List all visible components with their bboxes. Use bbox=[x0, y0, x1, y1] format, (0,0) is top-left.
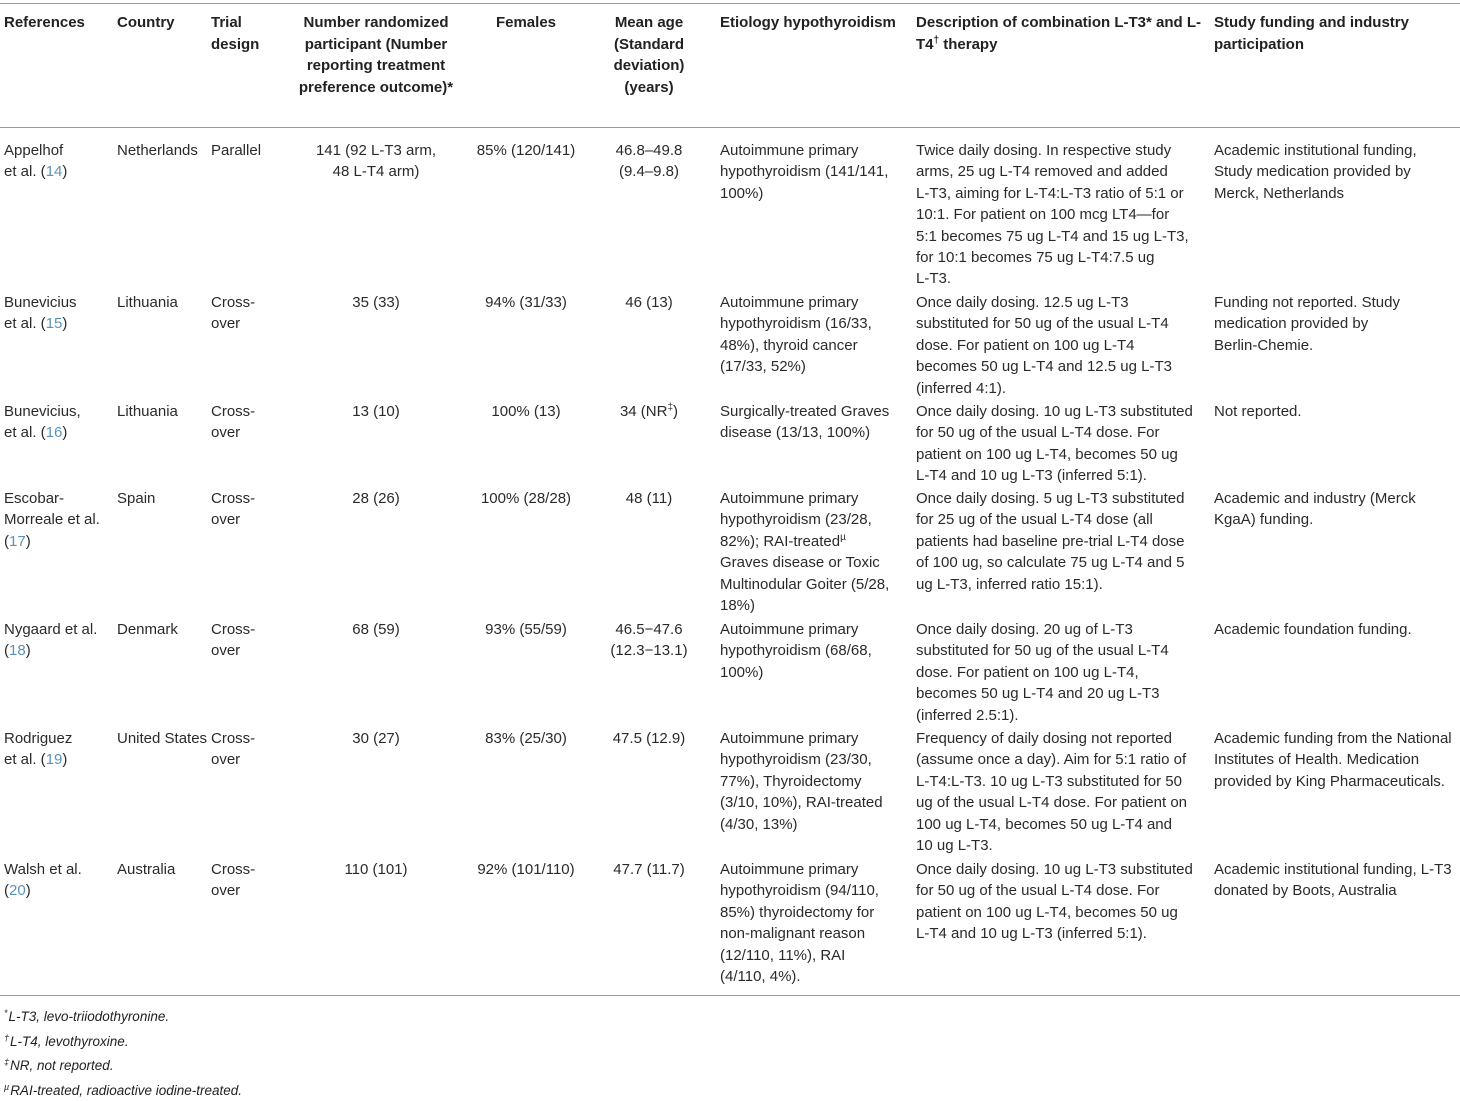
reference-etal: Morreale et al. bbox=[4, 509, 116, 530]
description-line: Once daily dosing. 10 ug L-T3 substituted bbox=[916, 859, 1211, 880]
trial-design-line: over bbox=[211, 640, 277, 661]
randomized-line: 141 (92 L-T3 arm, bbox=[284, 140, 468, 161]
trial-design-line: Cross- bbox=[211, 728, 277, 749]
mean-age-line: 47.7 (11.7) bbox=[600, 859, 698, 880]
footnote-mark: ‡ bbox=[4, 1057, 9, 1067]
funding-line: Academic institutional funding, bbox=[1214, 140, 1460, 161]
footnote bbox=[4, 1052, 904, 1077]
randomized-line: 35 (33) bbox=[284, 292, 468, 313]
funding-cell bbox=[1214, 728, 1460, 792]
description-line: L-T3. bbox=[916, 268, 1211, 289]
trial-design-line: over bbox=[211, 313, 277, 334]
description-line: arms, 25 ug L-T4 removed and added bbox=[916, 161, 1211, 182]
randomized-line: 68 (59) bbox=[284, 619, 468, 640]
mean-age-cell bbox=[600, 401, 698, 422]
description-line: Frequency of daily dosing not reported bbox=[916, 728, 1211, 749]
description-line: for 25 ug of the usual L-T4 dose (all bbox=[916, 509, 1211, 530]
randomized-line: 30 (27) bbox=[284, 728, 468, 749]
description-line: ug L-T3, inferred ratio 15:1). bbox=[916, 574, 1211, 595]
reference-cell bbox=[4, 728, 116, 771]
etiology-cell bbox=[720, 619, 910, 683]
country-cell: United States bbox=[117, 728, 213, 749]
etiology-line: Graves disease or Toxic bbox=[720, 552, 910, 573]
females-cell: 92% (101/110) bbox=[470, 859, 582, 880]
header-rule bbox=[0, 127, 1460, 128]
footnote-text: RAI-treated, radioactive iodine-treated. bbox=[10, 1083, 242, 1098]
dagger-mark: † bbox=[934, 35, 940, 46]
description-line: for 10:1 becomes 75 ug L-T4:7.5 ug bbox=[916, 247, 1211, 268]
funding-cell bbox=[1214, 488, 1460, 531]
funding-line: Academic and industry (Merck bbox=[1214, 488, 1460, 509]
mean-age-cell bbox=[600, 619, 698, 662]
trial-design-line: Cross- bbox=[211, 619, 277, 640]
description-line: Twice daily dosing. In respective study bbox=[916, 140, 1211, 161]
funding-cell bbox=[1214, 292, 1460, 356]
funding-line: KgaA) funding. bbox=[1214, 509, 1460, 530]
randomized-line: 110 (101) bbox=[284, 859, 468, 880]
description-line: L-T4 and 10 ug L-T3 (inferred 5:1). bbox=[916, 923, 1211, 944]
description-line: of 100 ug, so calculate 75 ug L-T4 and 5 bbox=[916, 552, 1211, 573]
reference-author: Walsh et al. bbox=[4, 859, 116, 880]
randomized-cell bbox=[284, 619, 468, 640]
header-description-suffix: therapy bbox=[939, 36, 997, 53]
etiology-line: 82%); RAI-treated$^\mu$ bbox=[720, 531, 910, 552]
footnotes bbox=[4, 1003, 904, 1101]
footnote-text: L-T3, levo-triiodothyronine. bbox=[9, 1009, 170, 1024]
reference-link: 14 bbox=[46, 163, 63, 180]
country-cell: Lithuania bbox=[117, 401, 213, 422]
females-cell: 83% (25/30) bbox=[470, 728, 582, 749]
country-cell: Spain bbox=[117, 488, 213, 509]
etiology-line: Autoimmune primary bbox=[720, 488, 910, 509]
reference-cite: (17) bbox=[4, 531, 116, 552]
randomized-line: 13 (10) bbox=[284, 401, 468, 422]
etiology-line: Multinodular Goiter (5/28, bbox=[720, 574, 910, 595]
trial-design-cell bbox=[211, 401, 277, 444]
etiology-line: Surgically-treated Graves bbox=[720, 401, 910, 422]
etiology-line: (12/110, 11%), RAI bbox=[720, 945, 910, 966]
double-dagger-mark: ‡ bbox=[667, 402, 673, 413]
funding-line: provided by King Pharmaceuticals. bbox=[1214, 771, 1460, 792]
etiology-line: hypothyroidism (94/110, bbox=[720, 880, 910, 901]
footnote-mark: µ bbox=[4, 1082, 9, 1092]
country-cell: Australia bbox=[117, 859, 213, 880]
footnote bbox=[4, 1003, 904, 1028]
reference-author: Bunevicius bbox=[4, 292, 116, 313]
reference-author: Escobar- bbox=[4, 488, 116, 509]
etiology-line: hypothyroidism (23/30, bbox=[720, 749, 910, 770]
etiology-cell bbox=[720, 859, 910, 987]
trial-design-line: over bbox=[211, 422, 277, 443]
trial-design-cell bbox=[211, 728, 277, 771]
randomized-cell bbox=[284, 140, 468, 183]
description-line: 10:1. For patient on 100 mcg LT4—for bbox=[916, 204, 1211, 225]
funding-cell bbox=[1214, 401, 1460, 422]
mean-age-cell bbox=[600, 292, 698, 313]
header-description bbox=[916, 12, 1206, 55]
footnote bbox=[4, 1028, 904, 1053]
country-cell: Lithuania bbox=[117, 292, 213, 313]
etiology-line: hypothyroidism (141/141, bbox=[720, 161, 910, 182]
etiology-line: hypothyroidism (23/28, bbox=[720, 509, 910, 530]
bottom-rule bbox=[0, 995, 1460, 996]
reference-cell bbox=[4, 859, 116, 902]
description-line: substituted for 50 ug of the usual L-T4 bbox=[916, 313, 1211, 334]
description-line: (inferred 4:1). bbox=[916, 378, 1211, 399]
trial-design-line: Cross- bbox=[211, 859, 277, 880]
females-cell: 100% (28/28) bbox=[470, 488, 582, 509]
footnote bbox=[4, 1077, 904, 1101]
trial-design-line: over bbox=[211, 749, 277, 770]
description-cell bbox=[916, 401, 1211, 487]
etiology-line: (4/30, 13%) bbox=[720, 814, 910, 835]
funding-line: Not reported. bbox=[1214, 401, 1460, 422]
etiology-line: 100%) bbox=[720, 662, 910, 683]
description-line: 5:1 becomes 75 ug L-T4 and 15 ug L-T3, bbox=[916, 226, 1211, 247]
reference-link: 19 bbox=[46, 751, 63, 768]
footnote-mark: † bbox=[4, 1033, 9, 1043]
randomized-cell bbox=[284, 488, 468, 509]
mean-age-line: 47.5 (12.9) bbox=[600, 728, 698, 749]
funding-line: Academic funding from the National bbox=[1214, 728, 1460, 749]
description-line: L-T3, aiming for L-T4:L-T3 ratio of 5:1 or bbox=[916, 183, 1211, 204]
reference-author: Bunevicius, bbox=[4, 401, 116, 422]
reference-cite: et al. (14) bbox=[4, 161, 116, 182]
reference-cite: (18) bbox=[4, 640, 116, 661]
description-line: ug of the usual L-T4 dose. For patient on bbox=[916, 792, 1211, 813]
mean-age-line: (9.4–9.8) bbox=[600, 161, 698, 182]
reference-cite: et al. (16) bbox=[4, 422, 116, 443]
header-country: Country bbox=[117, 12, 207, 34]
funding-line: Berlin-Chemie. bbox=[1214, 335, 1460, 356]
mean-age-cell bbox=[600, 488, 698, 509]
description-line: L-T4:L-T3. 10 ug L-T3 substituted for 50 bbox=[916, 771, 1211, 792]
mean-age-line: 34 (NR‡) bbox=[600, 401, 698, 422]
country-cell: Denmark bbox=[117, 619, 213, 640]
header-females: Females bbox=[470, 12, 582, 34]
trial-design-cell bbox=[211, 140, 277, 161]
footnote-mark: * bbox=[4, 1008, 8, 1018]
etiology-cell bbox=[720, 728, 910, 835]
mean-age-line: 48 (11) bbox=[600, 488, 698, 509]
trial-design-line: Cross- bbox=[211, 488, 277, 509]
funding-cell bbox=[1214, 140, 1460, 204]
etiology-cell bbox=[720, 140, 910, 204]
description-line: L-T4 and 10 ug L-T3 (inferred 5:1). bbox=[916, 465, 1211, 486]
header-description-text: Description of combination L-T3* and L-T4 bbox=[916, 14, 1201, 53]
reference-cite: (20) bbox=[4, 880, 116, 901]
description-line: Once daily dosing. 5 ug L-T3 substituted bbox=[916, 488, 1211, 509]
header-references: References bbox=[4, 12, 114, 34]
trial-design-line: over bbox=[211, 509, 277, 530]
description-line: dose. For patient on 100 ug L-T4, bbox=[916, 662, 1211, 683]
description-line: patient on 100 ug L-T4, becomes 50 ug bbox=[916, 902, 1211, 923]
description-cell bbox=[916, 292, 1211, 399]
etiology-line: (17/33, 52%) bbox=[720, 356, 910, 377]
country-cell: Netherlands bbox=[117, 140, 213, 161]
description-cell bbox=[916, 488, 1211, 595]
funding-line: donated by Boots, Australia bbox=[1214, 880, 1460, 901]
description-line: patients had baseline pre-trial L-T4 dose bbox=[916, 531, 1211, 552]
reference-author: Appelhof bbox=[4, 140, 116, 161]
reference-author: Nygaard et al. bbox=[4, 619, 116, 640]
etiology-line: disease (13/13, 100%) bbox=[720, 422, 910, 443]
trial-design-cell bbox=[211, 488, 277, 531]
etiology-cell bbox=[720, 401, 910, 444]
reference-cite: et al. (15) bbox=[4, 313, 116, 334]
description-cell bbox=[916, 859, 1211, 945]
etiology-line: Autoimmune primary bbox=[720, 140, 910, 161]
reference-link: 15 bbox=[46, 315, 63, 332]
description-line: (inferred 2.5:1). bbox=[916, 705, 1211, 726]
description-line: for 50 ug of the usual L-T4 dose. For bbox=[916, 422, 1211, 443]
description-line: dose. For patient on 100 ug L-T4 bbox=[916, 335, 1211, 356]
mean-age-cell bbox=[600, 728, 698, 749]
randomized-cell bbox=[284, 859, 468, 880]
females-cell: 85% (120/141) bbox=[470, 140, 582, 161]
description-line: Once daily dosing. 20 ug of L-T3 bbox=[916, 619, 1211, 640]
trial-design-cell bbox=[211, 292, 277, 335]
description-line: patient on 100 ug L-T4, becomes 50 ug bbox=[916, 444, 1211, 465]
footnote-text: L-T4, levothyroxine. bbox=[10, 1034, 129, 1049]
reference-cell bbox=[4, 488, 116, 552]
randomized-cell bbox=[284, 401, 468, 422]
etiology-line: 18%) bbox=[720, 595, 910, 616]
trial-design-line: over bbox=[211, 880, 277, 901]
females-cell: 93% (55/59) bbox=[470, 619, 582, 640]
funding-line: medication provided by bbox=[1214, 313, 1460, 334]
reference-cite: et al. (19) bbox=[4, 749, 116, 770]
funding-cell bbox=[1214, 859, 1460, 902]
reference-link: 16 bbox=[46, 424, 63, 441]
header-etiology: Etiology hypothyroidism bbox=[720, 12, 900, 34]
etiology-line: (3/10, 10%), RAI-treated bbox=[720, 792, 910, 813]
reference-cell bbox=[4, 140, 116, 183]
header-funding: Study funding and industry participation bbox=[1214, 12, 1458, 55]
etiology-line: hypothyroidism (16/33, bbox=[720, 313, 910, 334]
funding-line: Funding not reported. Study bbox=[1214, 292, 1460, 313]
etiology-cell bbox=[720, 292, 910, 378]
etiology-line: 100%) bbox=[720, 183, 910, 204]
description-line: becomes 50 ug L-T4 and 12.5 ug L-T3 bbox=[916, 356, 1211, 377]
funding-line: Study medication provided by bbox=[1214, 161, 1460, 182]
mean-age-cell bbox=[600, 140, 698, 183]
description-cell bbox=[916, 619, 1211, 726]
header-trial-design: Trial design bbox=[211, 12, 273, 55]
etiology-line: Autoimmune primary bbox=[720, 292, 910, 313]
reference-cell bbox=[4, 401, 116, 444]
randomized-cell bbox=[284, 728, 468, 749]
description-cell bbox=[916, 140, 1211, 290]
etiology-line: Autoimmune primary bbox=[720, 619, 910, 640]
description-line: (assume once a day). Aim for 5:1 ratio of bbox=[916, 749, 1211, 770]
description-line: 100 ug L-T4, becomes 50 ug L-T4 and bbox=[916, 814, 1211, 835]
description-cell bbox=[916, 728, 1211, 856]
females-cell: 94% (31/33) bbox=[470, 292, 582, 313]
mean-age-line: 46.5−47.6 bbox=[600, 619, 698, 640]
reference-cell bbox=[4, 292, 116, 335]
description-line: substituted for 50 ug of the usual L-T4 bbox=[916, 640, 1211, 661]
description-line: for 50 ug of the usual L-T4 dose. For bbox=[916, 880, 1211, 901]
etiology-line: non-malignant reason bbox=[720, 923, 910, 944]
header-randomized: Number randomized participant (Number reporting treatment preference outcome)* bbox=[284, 12, 468, 98]
funding-line: Academic foundation funding. bbox=[1214, 619, 1460, 640]
footnote-text: NR, not reported. bbox=[10, 1058, 114, 1073]
reference-author: Rodriguez bbox=[4, 728, 116, 749]
etiology-line: hypothyroidism (68/68, bbox=[720, 640, 910, 661]
etiology-line: 77%), Thyroidectomy bbox=[720, 771, 910, 792]
funding-line: Academic institutional funding, L-T3 bbox=[1214, 859, 1460, 880]
funding-line: Institutes of Health. Medication bbox=[1214, 749, 1460, 770]
header-mean-age: Mean age (Standard deviation) (years) bbox=[600, 12, 698, 98]
table-header bbox=[0, 0, 1460, 127]
trial-design-line: Cross- bbox=[211, 401, 277, 422]
trial-design-cell bbox=[211, 619, 277, 662]
etiology-line: 48%), thyroid cancer bbox=[720, 335, 910, 356]
etiology-line: (4/110, 4%). bbox=[720, 966, 910, 987]
reference-link: 17 bbox=[9, 533, 26, 550]
females-cell: 100% (13) bbox=[470, 401, 582, 422]
randomized-line: 28 (26) bbox=[284, 488, 468, 509]
etiology-line: Autoimmune primary bbox=[720, 728, 910, 749]
mean-age-line: 46.8–49.8 bbox=[600, 140, 698, 161]
mean-age-line: (12.3−13.1) bbox=[600, 640, 698, 661]
mean-age-line: 46 (13) bbox=[600, 292, 698, 313]
randomized-line: 48 L-T4 arm) bbox=[284, 161, 468, 182]
description-line: 10 ug L-T3. bbox=[916, 835, 1211, 856]
description-line: Once daily dosing. 10 ug L-T3 substituted bbox=[916, 401, 1211, 422]
description-line: Once daily dosing. 12.5 ug L-T3 bbox=[916, 292, 1211, 313]
trial-design-line: Cross- bbox=[211, 292, 277, 313]
etiology-line: 85%) thyroidectomy for bbox=[720, 902, 910, 923]
trial-design-line: Parallel bbox=[211, 140, 277, 161]
etiology-line: Autoimmune primary bbox=[720, 859, 910, 880]
description-line: becomes 50 ug L-T4 and 20 ug L-T3 bbox=[916, 683, 1211, 704]
reference-cell bbox=[4, 619, 116, 662]
etiology-cell bbox=[720, 488, 910, 616]
mu-mark: µ bbox=[840, 532, 846, 543]
trial-design-cell bbox=[211, 859, 277, 902]
reference-link: 18 bbox=[9, 642, 26, 659]
funding-line: Merck, Netherlands bbox=[1214, 183, 1460, 204]
reference-link: 20 bbox=[9, 882, 26, 899]
mean-age-cell bbox=[600, 859, 698, 880]
funding-cell bbox=[1214, 619, 1460, 640]
randomized-cell bbox=[284, 292, 468, 313]
